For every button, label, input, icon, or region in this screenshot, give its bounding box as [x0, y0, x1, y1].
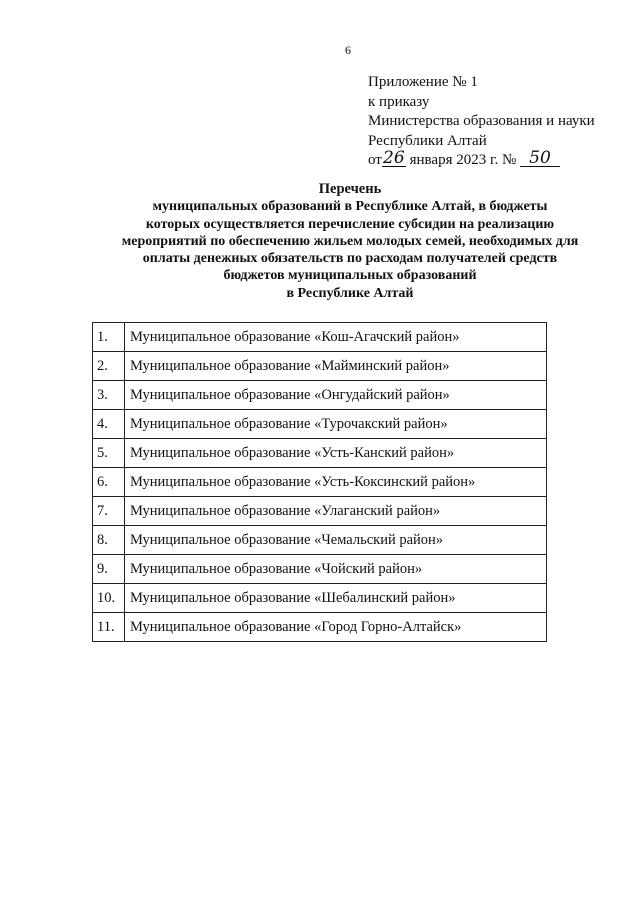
row-number: 7. [93, 497, 125, 526]
handwritten-day: 26 [383, 148, 405, 168]
row-name: Муниципальное образование «Шебалинский район» [125, 584, 547, 613]
table-row [93, 352, 547, 381]
row-number: 3. [93, 381, 125, 410]
row-number: 10. [93, 584, 125, 613]
appendix-date-line [368, 148, 595, 171]
page-number: 6 [345, 43, 351, 57]
table-row [93, 323, 547, 352]
row-name: Муниципальное образование «Усть-Коксинский район» [125, 468, 547, 497]
row-name: Муниципальное образование «Онгудайский район» [125, 381, 547, 410]
table-row [93, 497, 547, 526]
table-row [93, 526, 547, 555]
title-line: которых осуществляется перечисление субсидии на реализацию [145, 216, 555, 232]
municipalities-table [92, 322, 547, 642]
date-middle: января 2023 г. № [405, 152, 520, 168]
row-name: Муниципальное образование «Город Горно-Алтайск» [125, 613, 547, 642]
row-name: Муниципальное образование «Кош-Агачский район» [125, 323, 547, 352]
table-row [93, 381, 547, 410]
appendix-header [368, 73, 595, 171]
title-line: бюджетов муниципальных образований [223, 268, 477, 284]
row-name: Муниципальное образование «Чойский район» [125, 555, 547, 584]
row-name: Муниципальное образование «Турочакский район» [125, 410, 547, 439]
row-name: Муниципальное образование «Чемальский район» [125, 526, 547, 555]
title-heading: Перечень [318, 181, 382, 197]
title-line: муниципальных образований в Республике Алтай, в бюджеты [152, 199, 548, 215]
row-name: Муниципальное образование «Улаганский район» [125, 497, 547, 526]
table-row [93, 584, 547, 613]
row-number: 9. [93, 555, 125, 584]
table-row [93, 555, 547, 584]
appendix-line: Приложение № 1 [368, 74, 478, 90]
table-row [93, 439, 547, 468]
row-number: 8. [93, 526, 125, 555]
row-name: Муниципальное образование «Усть-Канский район» [125, 439, 547, 468]
handwritten-order-number: 50 [520, 151, 560, 167]
document-title [60, 181, 640, 302]
row-number: 4. [93, 410, 125, 439]
row-number: 1. [93, 323, 125, 352]
table-row [93, 410, 547, 439]
title-line: оплаты денежных обязательств по расходам получателей средств [142, 251, 558, 267]
row-name: Муниципальное образование «Майминский район» [125, 352, 547, 381]
title-line: мероприятий по обеспечению жильем молодых семей, необходимых для [121, 233, 579, 249]
row-number: 6. [93, 468, 125, 497]
appendix-line: Министерства образования и науки [368, 113, 595, 129]
table-row [93, 468, 547, 497]
title-line: в Республике Алтай [286, 285, 414, 301]
row-number: 11. [93, 613, 125, 642]
appendix-line: к приказу [368, 93, 430, 110]
date-prefix: от [368, 152, 382, 168]
row-number: 5. [93, 439, 125, 468]
table-row [93, 613, 547, 642]
row-number: 2. [93, 352, 125, 381]
appendix-line: Республики Алтай [368, 132, 487, 149]
